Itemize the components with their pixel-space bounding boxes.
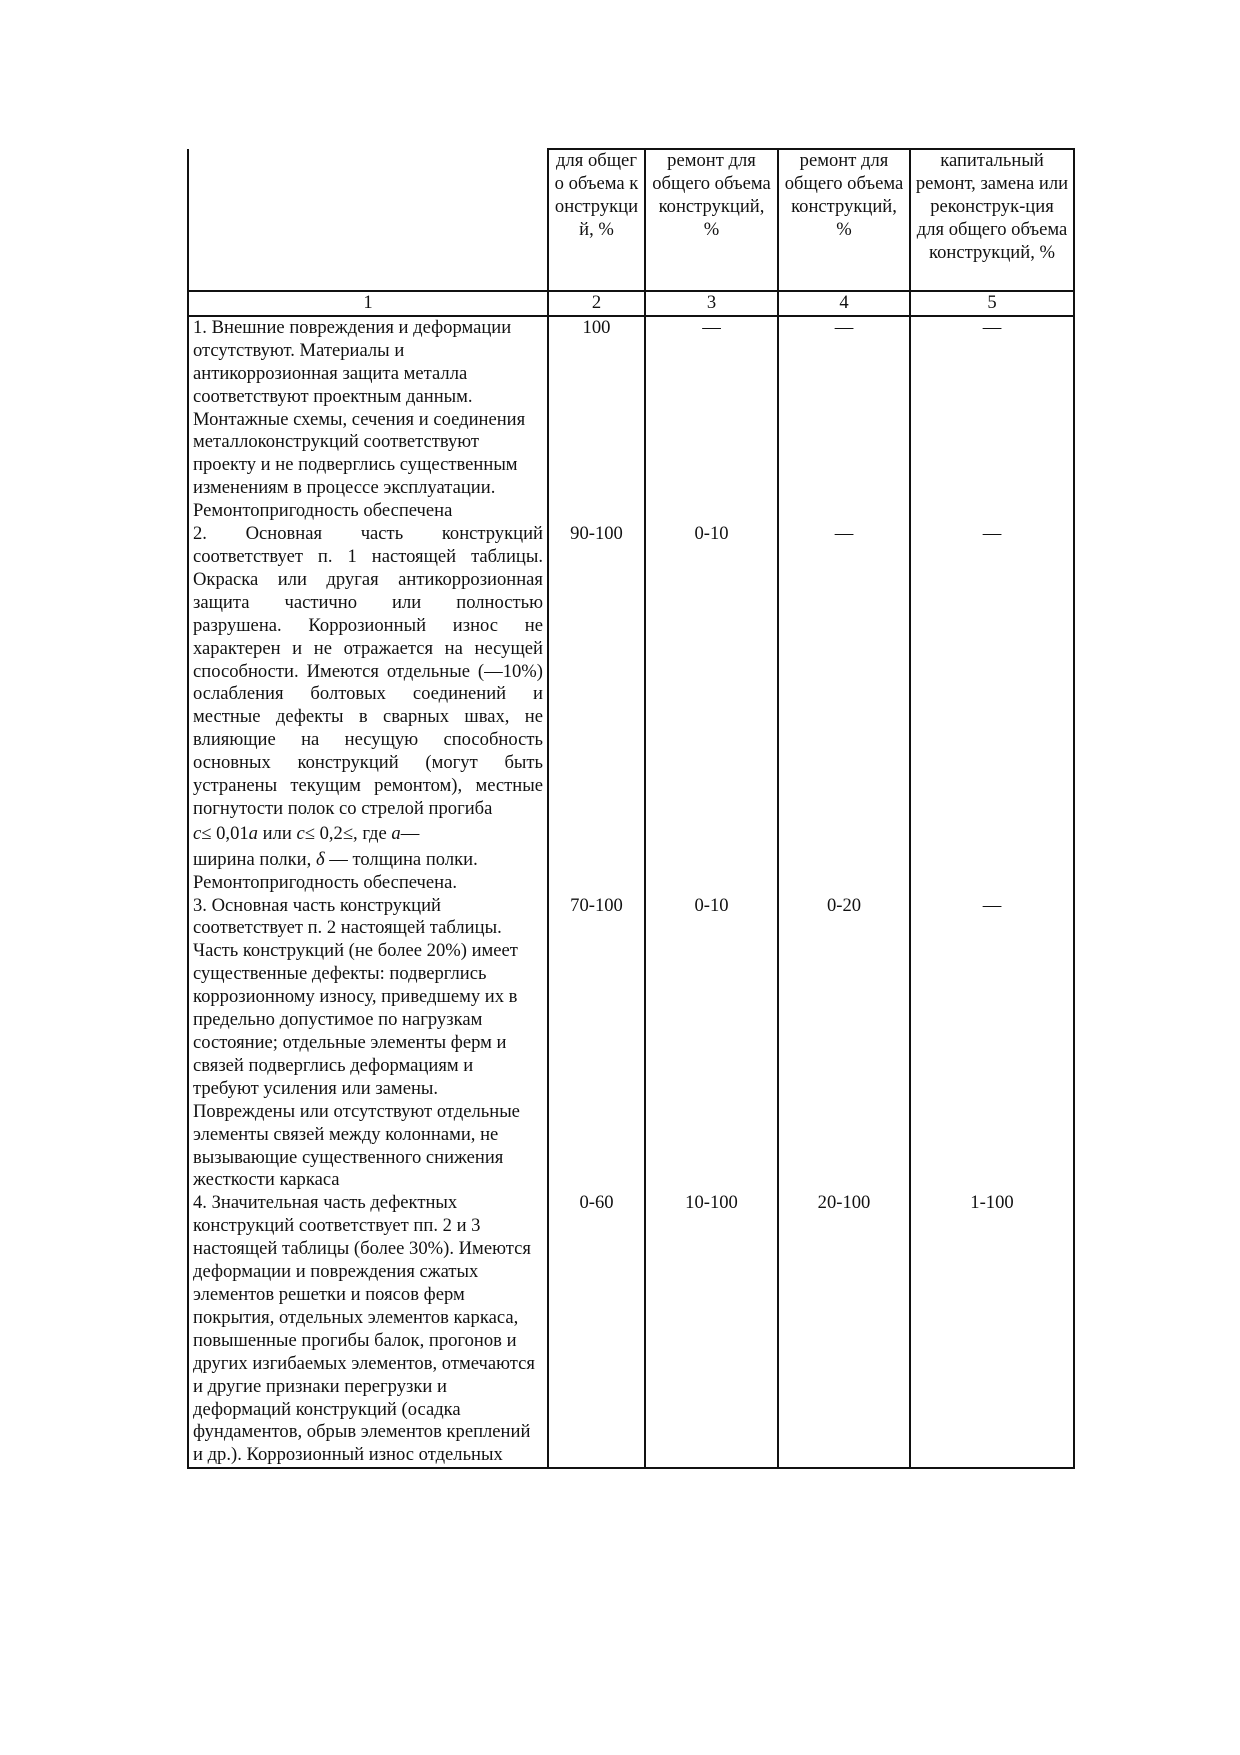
formula-text: или: [257, 822, 297, 844]
formula-text: ≤ 0,01: [201, 822, 249, 844]
value-cell: —: [778, 523, 910, 895]
condition-description: [188, 523, 548, 895]
value-cell: —: [910, 895, 1074, 1193]
formula-text: ширина полки,: [193, 848, 316, 870]
column-number: 4: [778, 291, 910, 316]
value-cell: 1-100: [910, 1192, 1074, 1468]
formula-symbol: c: [296, 822, 305, 844]
condition-description: [188, 895, 548, 1193]
value-cell: 20-100: [778, 1192, 910, 1468]
value-cell: —: [910, 523, 1074, 895]
value-cell: 90-100: [548, 523, 645, 895]
condition-assessment-table: [187, 148, 1075, 1469]
header-cell-1: [188, 149, 548, 291]
formula-symbol: a: [248, 822, 258, 844]
formula-text: ≤ 0,2≤, где: [304, 822, 392, 844]
table-row: [188, 895, 1074, 1193]
value-cell: —: [645, 316, 778, 523]
column-number: 5: [910, 291, 1074, 316]
formula-line: [193, 823, 543, 846]
formula-symbol: a: [391, 822, 401, 844]
description-paragraph: 3. Основная часть конструкций соответствует п. 2 настоящей таблицы. Часть конструкций (не более 20%) имеет существенные дефекты: подверглись коррозионному износу, приведшему их в предельно допустимое по нагрузкам состояние; отдельные элементы ферм и связей подверглись деформациям и требуют усиления или замены.: [193, 894, 518, 1099]
formula-text: — толщина полки.: [324, 848, 478, 870]
condition-description: 1. Внешние повреждения и деформации отсутствуют. Материалы и антикоррозионная защита металла соответствуют проектным данным. Монтажные схемы, сечения и соединения металлоконструкций соответствуют проекту и не подверглись существенным изменениям в процессе эксплуатации. Ремонтопригодность обеспечена: [188, 316, 548, 523]
formula-text: —: [400, 822, 420, 844]
formula-line: [193, 849, 543, 872]
condition-description: 4. Значительная часть дефектных конструкций соответствует пп. 2 и 3 настоящей таблицы (более 30%). Имеются деформации и повреждения сжатых элементов решетки и поясов ферм покрытия, отдельных элементов каркаса, повышенные прогибы балок, прогонов и других изгибаемых элементов, отмечаются и другие признаки перегрузки и деформаций конструкций (осадка фундаментов, обрыв элементов креплений и др.). Коррозионный износ отдельных: [188, 1192, 548, 1468]
header-cell-2: для общего объема конструкций, %: [548, 149, 645, 291]
value-cell: 10-100: [645, 1192, 778, 1468]
table-header-row: [188, 149, 1074, 291]
column-number: 1: [188, 291, 548, 316]
column-number: 3: [645, 291, 778, 316]
value-cell: 0-20: [778, 895, 910, 1193]
formula-symbol: c: [193, 822, 202, 844]
description-paragraph: Ремонтопригодность обеспечена.: [193, 871, 458, 893]
table-row: [188, 1192, 1074, 1468]
value-cell: 0-60: [548, 1192, 645, 1468]
header-cell-4: ремонт для общего объема конструкций, %: [778, 149, 910, 291]
column-number: 2: [548, 291, 645, 316]
header-cell-5: капитальный ремонт, замена или реконструк-ция для общего объема конструкций, %: [910, 149, 1074, 291]
column-number-row: [188, 291, 1074, 316]
value-cell: 0-10: [645, 895, 778, 1193]
value-cell: 70-100: [548, 895, 645, 1193]
description-paragraph: 2. Основная часть конструкций соответствует п. 1 настоящей таблицы. Окраска или другая антикоррозионная защита частично или полностью разрушена. Коррозионный износ не характерен и не отражается на несущей способности. Имеются отдельные (—10%) ослабления болтовых соединений и местные дефекты в сварных швах, не влияющие на несущую способность основных конструкций (могут быть устранены текущим ремонтом), местные погнутости полок со стрелой прогиба: [193, 523, 543, 819]
formula-symbol: δ: [315, 848, 325, 870]
table-row: [188, 316, 1074, 523]
value-cell: 0-10: [645, 523, 778, 895]
value-cell: —: [910, 316, 1074, 523]
value-cell: —: [778, 316, 910, 523]
value-cell: 100: [548, 316, 645, 523]
header-cell-3: ремонт для общего объема конструкций, %: [645, 149, 778, 291]
description-paragraph: Повреждены или отсутствуют отдельные элементы связей между колоннами, не вызывающие существенного снижения жесткости каркаса: [193, 1100, 520, 1191]
table-row: [188, 523, 1074, 895]
